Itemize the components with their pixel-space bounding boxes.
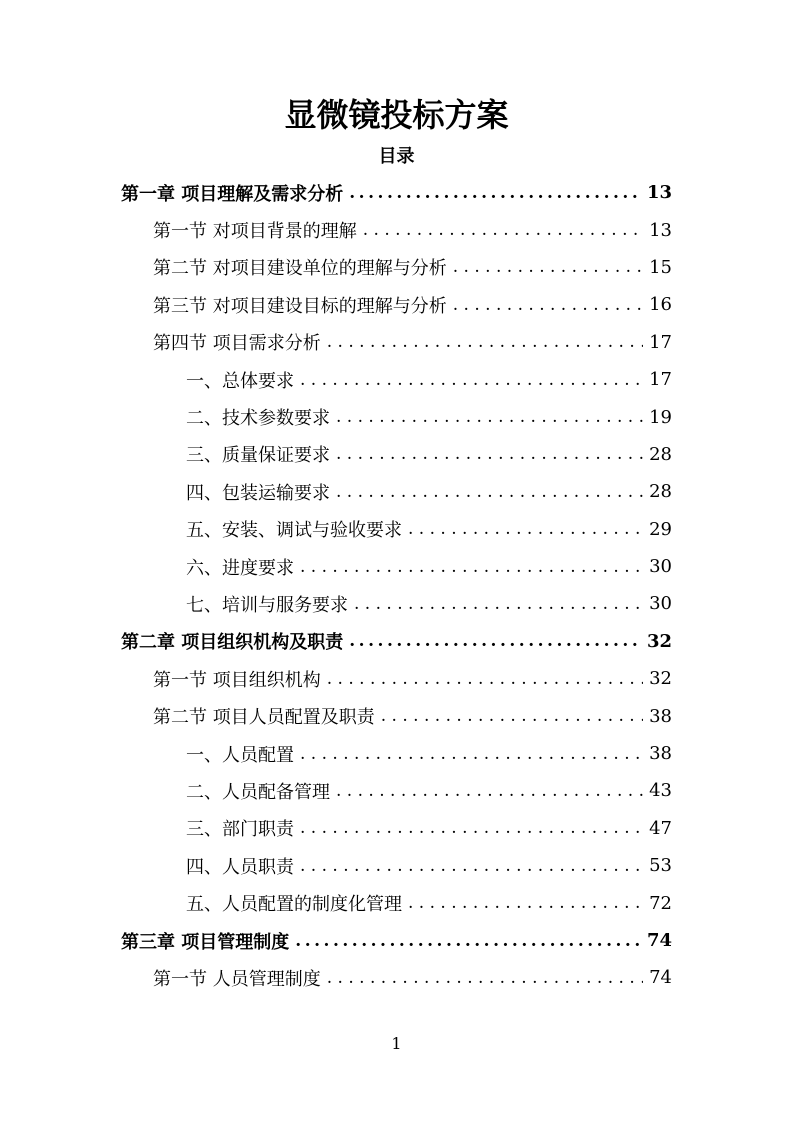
- toc-entry-title: 第一节 项目组织机构: [153, 669, 321, 691]
- toc-dot-leader: [300, 818, 643, 838]
- toc-entry-page: 47: [649, 817, 672, 839]
- toc-entry[interactable]: [0, 436, 793, 473]
- toc-entry[interactable]: [0, 473, 793, 510]
- toc-entry-page: 29: [649, 518, 672, 540]
- toc-entry-title: 一、总体要求: [186, 370, 294, 392]
- toc-dot-leader: [336, 482, 643, 502]
- toc-entry-page: 16: [649, 294, 672, 316]
- toc-entry[interactable]: [0, 623, 793, 660]
- toc-entry[interactable]: [0, 585, 793, 622]
- toc-entry-page: 38: [649, 705, 672, 727]
- toc-dot-leader: [300, 557, 643, 577]
- toc-entry[interactable]: [0, 810, 793, 847]
- toc-dot-leader: [336, 781, 643, 801]
- toc-entry[interactable]: [0, 735, 793, 772]
- toc-entry-title: 第二章 项目组织机构及职责: [121, 632, 344, 654]
- toc-entry-page: 28: [649, 481, 672, 503]
- page-number: 1: [391, 1034, 402, 1053]
- toc-dot-leader: [408, 519, 643, 539]
- toc-entry-title: 第一节 人员管理制度: [153, 968, 321, 990]
- toc-entry-title: 四、包装运输要求: [186, 482, 330, 504]
- toc-dot-leader: [349, 183, 641, 203]
- toc-entry-title: 一、人员配置: [186, 744, 294, 766]
- toc-heading: 目录: [378, 146, 415, 167]
- toc-dot-leader: [336, 444, 643, 464]
- toc-dot-leader: [453, 257, 643, 277]
- toc-entry-title: 第四节 项目需求分析: [153, 333, 321, 355]
- toc-entry-page: 28: [649, 443, 672, 465]
- toc-entry-page: 13: [646, 182, 672, 204]
- toc-entry[interactable]: [0, 847, 793, 884]
- toc-dot-leader: [381, 706, 643, 726]
- toc-entry-title: 第三章 项目管理制度: [121, 931, 290, 953]
- toc-entry-title: 五、安装、调试与验收要求: [186, 520, 402, 542]
- toc-entry[interactable]: [0, 922, 793, 959]
- toc-entry-title: 三、部门职责: [186, 819, 294, 841]
- toc-entry[interactable]: [0, 211, 793, 248]
- toc-entry-title: 第二节 对项目建设单位的理解与分析: [153, 258, 447, 280]
- toc-entry-title: 二、人员配备管理: [186, 781, 330, 803]
- toc-entry[interactable]: [0, 398, 793, 435]
- toc-entry-title: 五、人员配置的制度化管理: [186, 894, 402, 916]
- toc-entry[interactable]: [0, 959, 793, 996]
- toc-entry[interactable]: [0, 697, 793, 734]
- toc-dot-leader: [363, 220, 643, 240]
- toc-entry-page: 53: [649, 855, 672, 877]
- toc-entry-page: 32: [646, 630, 672, 652]
- toc-entry-title: 第三节 对项目建设目标的理解与分析: [153, 295, 447, 317]
- toc-dot-leader: [453, 295, 643, 315]
- toc-entry-page: 13: [649, 219, 672, 241]
- toc-entry-title: 六、进度要求: [186, 557, 294, 579]
- toc-dot-leader: [327, 968, 643, 988]
- toc-entry-page: 15: [649, 256, 672, 278]
- toc-entry-page: 19: [649, 406, 672, 428]
- toc-entry-page: 72: [649, 892, 672, 914]
- toc-entry-title: 第二节 项目人员配置及职责: [153, 707, 375, 729]
- toc-entry[interactable]: [0, 361, 793, 398]
- toc-entry-page: 32: [649, 668, 672, 690]
- toc-entry[interactable]: [0, 772, 793, 809]
- toc-dot-leader: [354, 594, 643, 614]
- toc-entry-page: 43: [649, 780, 672, 802]
- toc-entry-page: 30: [649, 556, 672, 578]
- toc-dot-leader: [349, 631, 641, 651]
- toc-entry-title: 第一章 项目理解及需求分析: [121, 183, 344, 205]
- toc-dot-leader: [300, 370, 643, 390]
- toc-entry-title: 三、质量保证要求: [186, 445, 330, 467]
- toc-entry[interactable]: [0, 286, 793, 323]
- toc-entry-page: 38: [649, 743, 672, 765]
- toc-entry[interactable]: [0, 324, 793, 361]
- toc-entry[interactable]: [0, 511, 793, 548]
- toc-dot-leader: [327, 669, 643, 689]
- toc-dot-leader: [300, 856, 643, 876]
- toc-dot-leader: [408, 893, 643, 913]
- toc-entry-page: 17: [649, 331, 672, 353]
- toc-entry[interactable]: [0, 174, 793, 211]
- toc-entry[interactable]: [0, 249, 793, 286]
- toc-dot-leader: [336, 407, 643, 427]
- table-of-contents: [0, 174, 793, 997]
- toc-entry[interactable]: [0, 660, 793, 697]
- toc-entry[interactable]: [0, 548, 793, 585]
- toc-entry-title: 四、人员职责: [186, 856, 294, 878]
- toc-entry-page: 74: [646, 930, 672, 951]
- toc-dot-leader: [300, 744, 643, 764]
- toc-entry-page: 74: [649, 967, 672, 989]
- toc-entry[interactable]: [0, 884, 793, 921]
- document-title: 显微镜投标方案: [284, 96, 509, 134]
- toc-dot-leader: [295, 931, 641, 951]
- toc-entry-page: 17: [649, 369, 672, 391]
- toc-entry-title: 二、技术参数要求: [186, 408, 330, 430]
- toc-dot-leader: [327, 332, 643, 352]
- toc-entry-title: 第一节 对项目背景的理解: [153, 221, 357, 243]
- toc-entry-page: 30: [649, 593, 672, 615]
- toc-entry-title: 七、培训与服务要求: [186, 594, 348, 616]
